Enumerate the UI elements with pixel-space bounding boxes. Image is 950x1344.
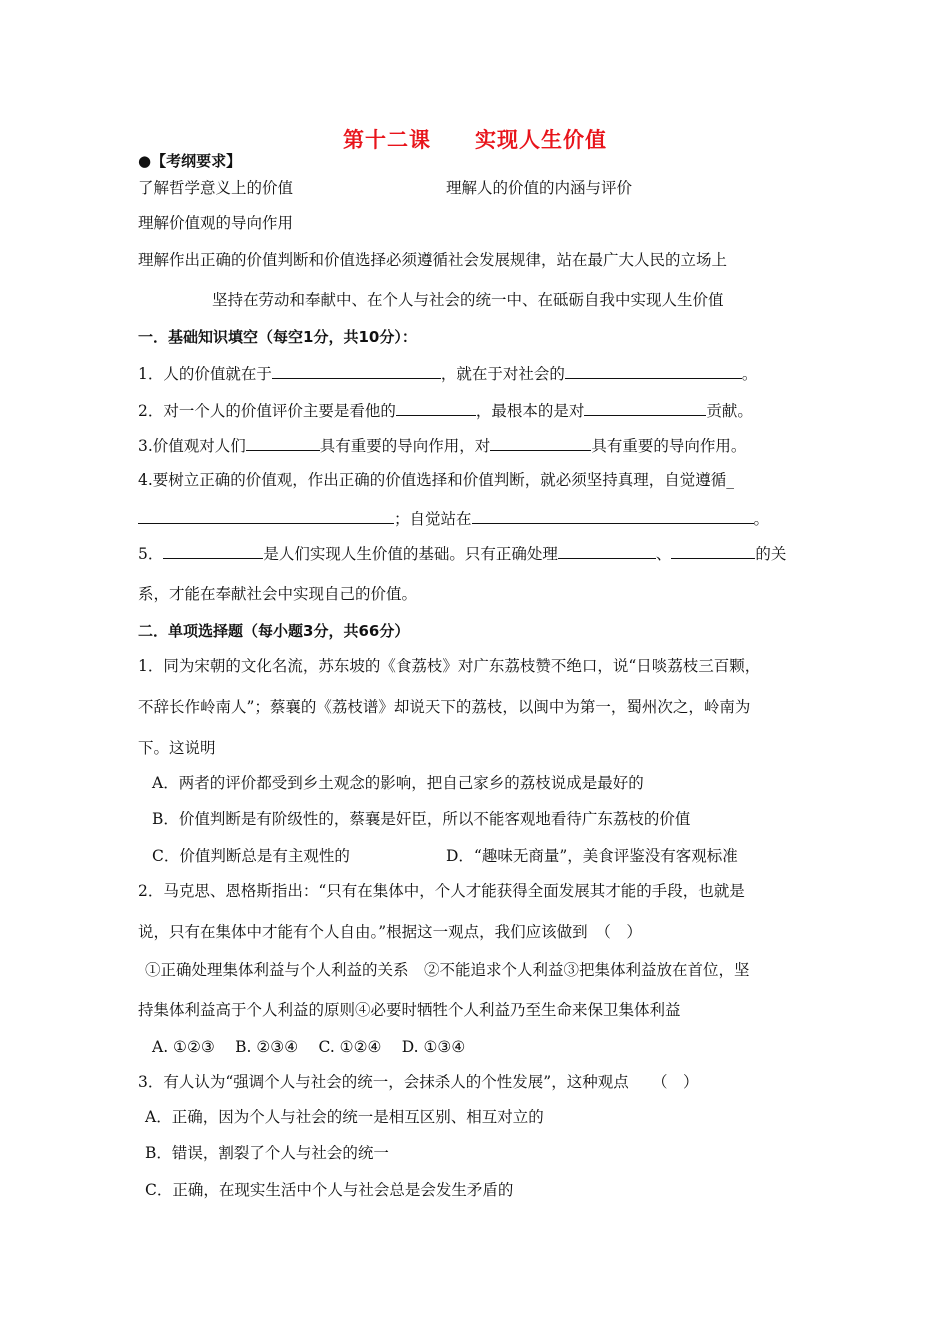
choice-question-3: 3．有人认为“强调个人与社会的统一，会抹杀人的个性发展”，这种观点 （ ） — [138, 1073, 699, 1091]
requirement-item: 坚持在劳动和奉献中、在个人与社会的统一中、在砥砺自我中实现人生价值 — [212, 291, 724, 309]
title-lesson-number: 第十二课 — [343, 128, 431, 152]
option-c[interactable]: C．正确，在现实生活中个人与社会总是会发生矛盾的 — [145, 1181, 514, 1199]
requirement-item: 理解价值观的导向作用 — [138, 214, 294, 232]
requirement-item: 理解人的价值的内涵与评价 — [446, 179, 633, 197]
requirement-item: 理解作出正确的价值判断和价值选择必须遵循社会发展规律，站在最广大人民的立场上 — [138, 251, 728, 269]
choice-question-2: 2．马克思、恩格斯指出：“只有在集体中，个人才能获得全面发展其才能的手段，也就是 — [138, 882, 745, 900]
answer-blank[interactable] — [565, 362, 742, 379]
fill-question-3: 3.价值观对人们 具有重要的导向作用，对 具有重要的导向作用。 — [138, 434, 746, 456]
fill-question-4-cont: ；自觉站在 。 — [138, 507, 769, 529]
answer-blank[interactable] — [472, 507, 754, 524]
option-b[interactable]: B．错误，割裂了个人与社会的统一 — [145, 1144, 389, 1162]
requirements-heading: ●【考纲要求】 — [138, 152, 242, 170]
fill-question-4: 4.要树立正确的价值观，作出正确的价值选择和价值判断，就必须坚持真理，自觉遵循_ — [138, 471, 735, 489]
answer-blank[interactable] — [584, 399, 706, 416]
fill-question-5: 5． 是人们实现人生价值的基础。只有正确处理 、 的关 — [138, 542, 786, 564]
choice-question-1-line: 不辞长作岭南人”；蔡襄的《荔枝谱》却说天下的荔枝，以闽中为第一，蜀州次之，岭南为 — [138, 698, 751, 716]
choice-question-2-line: 说，只有在集体中才能有个人自由。”根据这一观点，我们应该做到 （ ） — [138, 923, 642, 941]
answer-blank[interactable] — [671, 542, 755, 559]
choice-question-1-line: 下。这说明 — [138, 739, 216, 757]
answer-blank[interactable] — [138, 507, 394, 524]
page-title — [0, 124, 950, 154]
answer-blank[interactable] — [396, 399, 476, 416]
answer-blank[interactable] — [490, 434, 591, 451]
option-d[interactable]: D．“趣味无商量”，美食评鉴没有客观标准 — [446, 847, 738, 865]
choice-question-2-statements: 持集体利益高于个人利益的原则④必要时牺牲个人利益乃至生命来保卫集体利益 — [138, 1001, 681, 1019]
option-c[interactable]: C．价值判断总是有主观性的 — [152, 847, 350, 865]
choice-question-1: 1．同为宋朝的文化名流，苏东坡的《食荔枝》对广东荔枝赞不绝口，说“日啖荔枝三百颗， — [138, 657, 761, 675]
fill-question-2: 2．对一个人的价值评价主要是看他的 ，最根本的是对 贡献。 — [138, 399, 753, 421]
answer-blank[interactable] — [272, 362, 441, 379]
answer-blank[interactable] — [246, 434, 320, 451]
option-a[interactable]: A．正确，因为个人与社会的统一是相互区别、相互对立的 — [145, 1108, 544, 1126]
answer-blank[interactable] — [163, 542, 263, 559]
section2-heading: 二．单项选择题（每小题3分，共66分） — [138, 622, 410, 640]
section1-heading: 一．基础知识填空（每空1分，共10分）： — [138, 328, 417, 346]
choice-question-2-options[interactable]: A. ①②③ B. ②③④ C. ①②④ D. ①③④ — [152, 1038, 466, 1056]
title-lesson-name: 实现人生价值 — [475, 128, 607, 152]
requirement-item: 了解哲学意义上的价值 — [138, 179, 294, 197]
fill-question-1: 1．人的价值就在于 ，就在于对社会的 。 — [138, 362, 757, 384]
choice-question-2-statements: ①正确处理集体利益与个人利益的关系 ②不能追求个人利益③把集体利益放在首位，坚 — [145, 961, 750, 979]
fill-question-5-cont: 系，才能在奉献社会中实现自己的价值。 — [138, 585, 418, 603]
option-a[interactable]: A．两者的评价都受到乡土观念的影响，把自己家乡的荔枝说成是最好的 — [152, 774, 644, 792]
answer-blank[interactable] — [558, 542, 656, 559]
option-b[interactable]: B．价值判断是有阶级性的，蔡襄是奸臣，所以不能客观地看待广东荔枝的价值 — [152, 810, 691, 828]
